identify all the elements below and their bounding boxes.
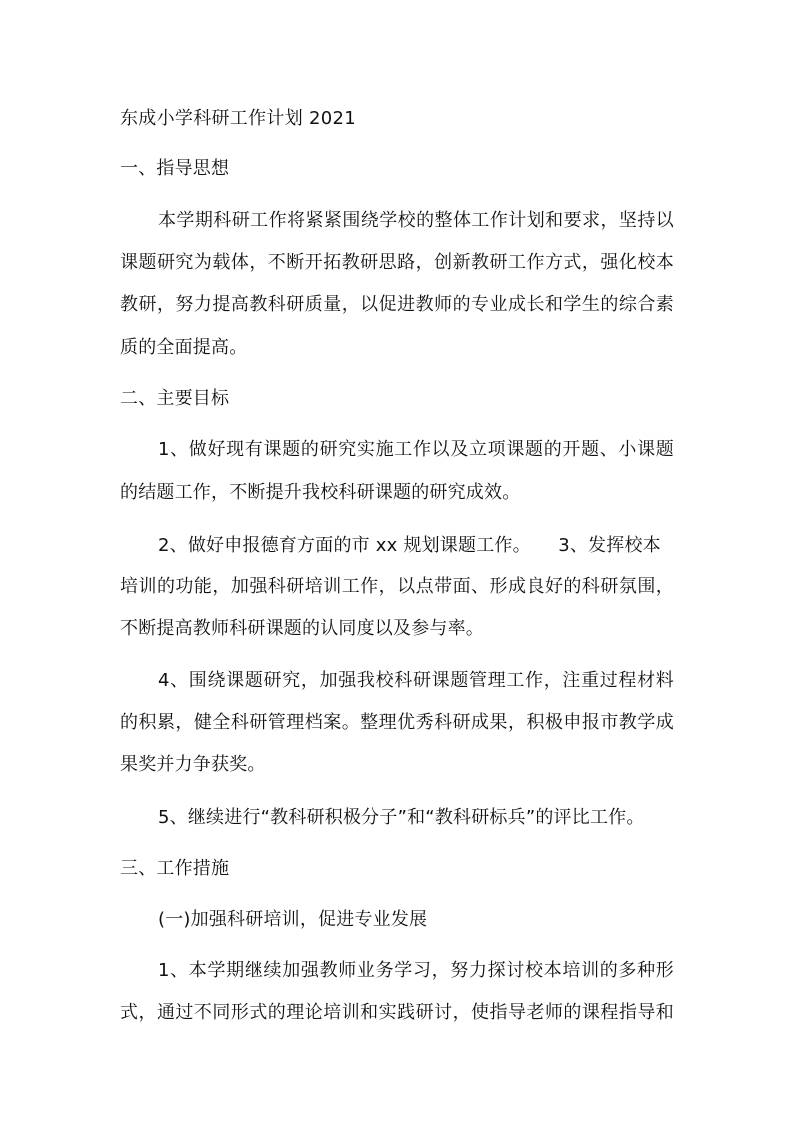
section-heading-guiding-ideology: 一、指导思想 <box>120 158 230 179</box>
paragraph-line: 质的全面提高。 <box>120 337 248 358</box>
document-title: 东成小学科研工作计划 2021 <box>120 108 357 129</box>
goal-item-5-line: 5、继续进行“教科研积极分子”和“教科研标兵”的评比工作。 <box>158 807 645 828</box>
paragraph-line: 课题研究为载体，不断开拓教研思路，创新教研工作方式，强化校本 <box>120 252 674 273</box>
measure-item-1-line: 1、本学期继续加强教师业务学习，努力探讨校本培训的多种形 <box>158 960 674 981</box>
section-heading-work-measures: 三、工作措施 <box>120 858 230 879</box>
paragraph-line: 本学期科研工作将紧紧围绕学校的整体工作计划和要求，坚持以 <box>158 210 674 231</box>
goal-item-1-line: 1、做好现有课题的研究实施工作以及立项课题的开题、小课题 <box>158 439 674 460</box>
goal-item-4-line: 的积累，健全科研管理档案。整理优秀科研成果，积极申报市教学成 <box>120 712 674 733</box>
measure-item-1-line: 式，通过不同形式的理论培训和实践研讨，使指导老师的课程指导和 <box>120 1002 674 1023</box>
subsection-heading: (一)加强科研培训，促进专业发展 <box>158 909 428 930</box>
goal-item-2-line: 培训的功能，加强科研培训工作，以点带面、形成良好的科研氛围， <box>120 576 674 597</box>
goal-item-4-line: 果奖并力争获奖。 <box>120 754 266 775</box>
paragraph-line: 教研，努力提高教科研质量，以促进教师的专业成长和学生的综合素 <box>120 294 674 315</box>
goal-item-2-line: 不断提高教师科研课题的认同度以及参与率。 <box>120 618 484 639</box>
goal-item-1-line: 的结题工作，不断提升我校科研课题的研究成效。 <box>120 482 521 503</box>
goal-item-4-line: 4、围绕课题研究，加强我校科研课题管理工作，注重过程材料 <box>158 670 674 691</box>
section-heading-main-goals: 二、主要目标 <box>120 388 230 409</box>
goal-item-2-line: 2、做好申报德育方面的市 xx 规划课题工作。 3、发挥校本 <box>158 535 661 556</box>
